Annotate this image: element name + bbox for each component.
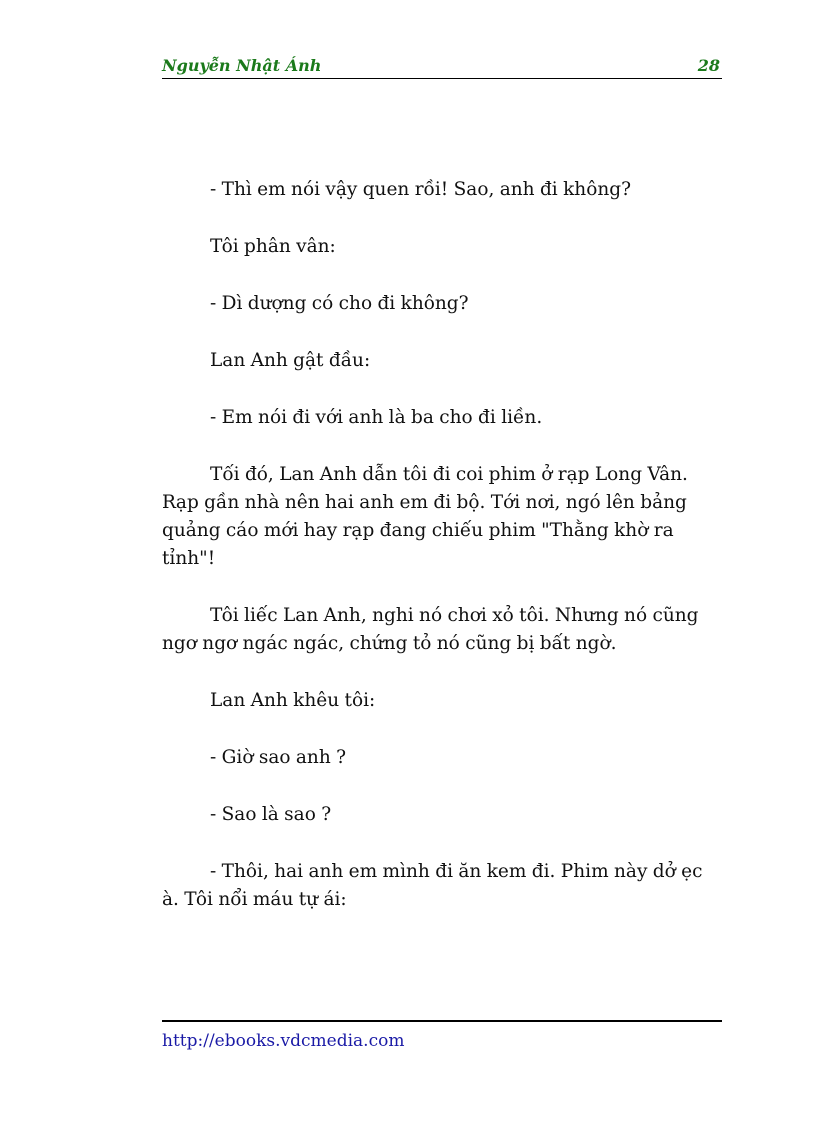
page-header — [162, 54, 722, 79]
book-author: Nguyễn Nhật Ánh — [162, 56, 322, 75]
page-footer — [162, 1020, 722, 1051]
paragraph: - Em nói đi với anh là ba cho đi liền. — [210, 407, 543, 428]
paragraph: - Dì dượng có cho đi không? — [210, 293, 469, 314]
paragraph: Tối đó, Lan Anh dẫn tôi đi coi phim ở rạp Long Vân. Rạp gần nhà nên hai anh em đi bộ. Tới nơi, ngó lên bảng quảng cáo mới hay rạp đang chiếu phim "Thằng khờ ra tỉnh"! — [162, 464, 688, 569]
paragraph: - Thì em nói vậy quen rồi! Sao, anh đi không? — [210, 179, 632, 200]
paragraph: - Thôi, hai anh em mình đi ăn kem đi. Phim này dở ẹc à. Tôi nổi máu tự ái: — [162, 861, 703, 910]
paragraph: Lan Anh gật đầu: — [210, 350, 371, 371]
footer-link[interactable]: http://ebooks.vdcmedia.com — [162, 1031, 405, 1051]
paragraph: Tôi phân vân: — [210, 236, 336, 257]
paragraph: Tôi liếc Lan Anh, nghi nó chơi xỏ tôi. Nhưng nó cũng ngơ ngơ ngác ngác, chứng tỏ nó cũng bị bất ngờ. — [162, 605, 699, 654]
paragraph: Lan Anh khêu tôi: — [210, 690, 376, 711]
page-body — [162, 176, 722, 943]
paragraph: - Giờ sao anh ? — [210, 747, 347, 768]
paragraph: - Sao là sao ? — [210, 804, 332, 825]
page-number: 28 — [697, 56, 720, 75]
